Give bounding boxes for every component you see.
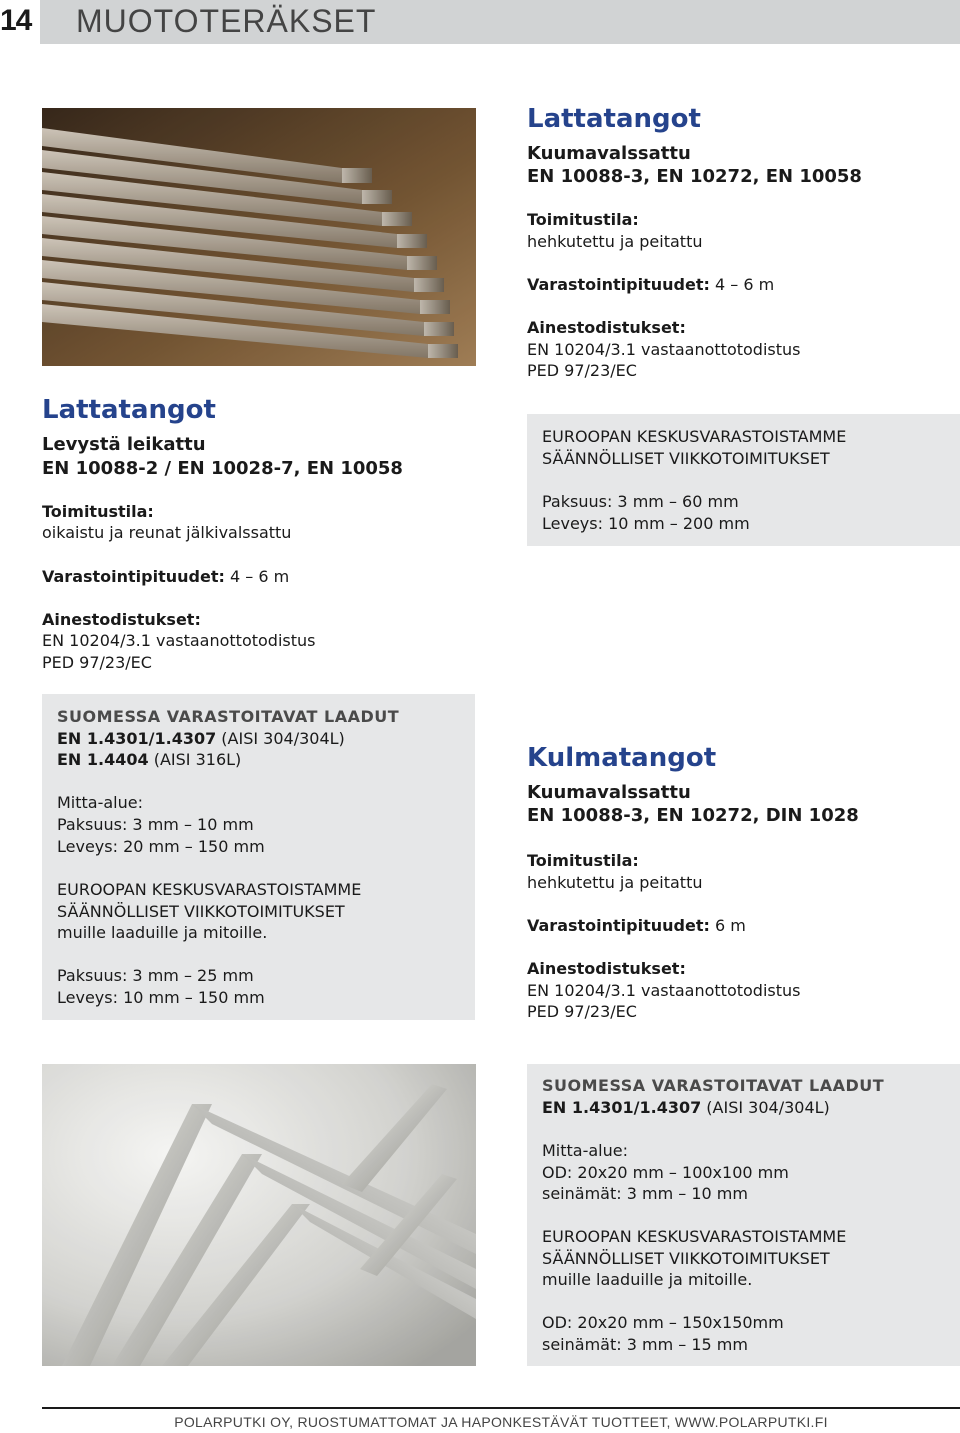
flat-bars-cut-grades-box xyxy=(42,694,475,1020)
grade-1-code: EN 1.4301/1.4307 xyxy=(57,729,217,748)
range-thickness: Paksuus: 3 mm – 10 mm xyxy=(57,815,254,834)
flat-bars-hot-cert-1: EN 10204/3.1 vastaanottotodistus xyxy=(527,340,801,359)
range-od: OD: 20x20 mm – 100x100 mm xyxy=(542,1163,789,1182)
grade-1 xyxy=(57,728,345,750)
flat-bars-cut-cert-1: EN 10204/3.1 vastaanottotodistus xyxy=(42,631,316,650)
flat-bars-hot-lengths xyxy=(527,274,774,296)
lengths-label: Varastointipituudet: xyxy=(42,567,225,586)
range-label: Mitta-alue: xyxy=(57,793,143,812)
lengths-label: Varastointipituudet: xyxy=(527,916,710,935)
lengths-value: 4 – 6 m xyxy=(714,275,775,294)
flat-bars-hot-subtitle: Kuumavalssattu xyxy=(527,143,691,164)
page-number: 14 xyxy=(0,0,40,44)
flat-bars-cut-lengths xyxy=(42,566,289,588)
grade-2-aisi: (AISI 316L) xyxy=(148,750,242,769)
flat-bars-cut-delivery-value: oikaistu ja reunat jälkivalssattu xyxy=(42,523,292,542)
eu-stock-thickness: Paksuus: 3 mm – 25 mm xyxy=(57,966,254,985)
flat-bars-cut-subtitle: Levystä leikattu xyxy=(42,434,206,455)
eu-stock-line-2: SÄÄNNÖLLISET VIIKKOTOIMITUKSET xyxy=(542,449,830,468)
grade-2-code: EN 1.4404 xyxy=(57,750,149,769)
flat-bars-cut-delivery-label: Toimitustila: xyxy=(42,502,154,521)
angle-bars-photo xyxy=(42,1064,476,1366)
eu-stock-line-2: SÄÄNNÖLLISET VIIKKOTOIMITUKSET xyxy=(542,1249,830,1268)
grade-2 xyxy=(57,749,241,771)
finland-stock-heading: SUOMESSA VARASTOITAVAT LAADUT xyxy=(542,1076,885,1095)
footer-text: POLARPUTKI OY, RUOSTUMATTOMAT JA HAPONKESTÄVÄT TUOTTEET, WWW.POLARPUTKI.FI xyxy=(174,1414,828,1430)
lengths-value: 4 – 6 m xyxy=(229,567,290,586)
grade-1-code: EN 1.4301/1.4307 xyxy=(542,1098,702,1117)
finland-stock-heading: SUOMESSA VARASTOITAVAT LAADUT xyxy=(57,707,400,726)
angle-bars-delivery-label: Toimitustila: xyxy=(527,851,639,870)
eu-stock-line-1: EUROOPAN KESKUSVARASTOISTAMME xyxy=(57,880,362,899)
flat-bars-hot-cert-2: PED 97/23/EC xyxy=(527,361,637,380)
eu-stock-od: OD: 20x20 mm – 150x150mm xyxy=(542,1313,784,1332)
eu-stock-width: Leveys: 10 mm – 150 mm xyxy=(57,988,265,1007)
eu-stock-walls: seinämät: 3 mm – 15 mm xyxy=(542,1335,748,1354)
range-width: Leveys: 20 mm – 150 mm xyxy=(57,837,265,856)
range-label: Mitta-alue: xyxy=(542,1141,628,1160)
range-walls: seinämät: 3 mm – 10 mm xyxy=(542,1184,748,1203)
angle-bars-title: Kulmatangot xyxy=(527,743,717,773)
grade-1 xyxy=(542,1097,830,1119)
page-title: MUOTOTERÄKSET xyxy=(76,3,377,39)
flat-bars-hot-certs-label: Ainestodistukset: xyxy=(527,318,686,337)
flat-bars-hot-delivery-value: hehkutettu ja peitattu xyxy=(527,232,703,251)
eu-stock-line-3: muille laaduille ja mitoille. xyxy=(542,1270,753,1289)
flat-bars-hot-stock-box xyxy=(527,414,960,546)
eu-stock-width: Leveys: 10 mm – 200 mm xyxy=(542,514,750,533)
flat-bars-hot-standards: EN 10088-3, EN 10272, EN 10058 xyxy=(527,166,862,187)
grade-1-aisi: (AISI 304/304L) xyxy=(701,1098,830,1117)
angle-bars-grades-box xyxy=(527,1064,960,1366)
eu-stock-line-3: muille laaduille ja mitoille. xyxy=(57,923,268,942)
eu-stock-line-1: EUROOPAN KESKUSVARASTOISTAMME xyxy=(542,1227,847,1246)
flat-bars-cut-certs-label: Ainestodistukset: xyxy=(42,610,201,629)
lengths-value: 6 m xyxy=(714,916,746,935)
eu-stock-thickness: Paksuus: 3 mm – 60 mm xyxy=(542,492,739,511)
grade-1-aisi: (AISI 304/304L) xyxy=(216,729,345,748)
angle-bars-lengths xyxy=(527,915,746,937)
flat-bars-hot-delivery-label: Toimitustila: xyxy=(527,210,639,229)
footer-divider xyxy=(42,1407,960,1409)
flat-bars-cut-cert-2: PED 97/23/EC xyxy=(42,653,152,672)
angle-bars-delivery-value: hehkutettu ja peitattu xyxy=(527,873,703,892)
angle-bars-cert-2: PED 97/23/EC xyxy=(527,1002,637,1021)
flat-bars-photo xyxy=(42,108,476,366)
eu-stock-line-2: SÄÄNNÖLLISET VIIKKOTOIMITUKSET xyxy=(57,902,345,921)
flat-bars-hot-title: Lattatangot xyxy=(527,104,701,134)
angle-bars-subtitle: Kuumavalssattu xyxy=(527,782,691,803)
lengths-label: Varastointipituudet: xyxy=(527,275,710,294)
eu-stock-line-1: EUROOPAN KESKUSVARASTOISTAMME xyxy=(542,427,847,446)
angle-bars-standards: EN 10088-3, EN 10272, DIN 1028 xyxy=(527,805,859,826)
flat-bars-cut-standards: EN 10088-2 / EN 10028-7, EN 10058 xyxy=(42,458,403,479)
angle-bars-certs-label: Ainestodistukset: xyxy=(527,959,686,978)
flat-bars-cut-title: Lattatangot xyxy=(42,395,216,425)
angle-bars-cert-1: EN 10204/3.1 vastaanottotodistus xyxy=(527,981,801,1000)
